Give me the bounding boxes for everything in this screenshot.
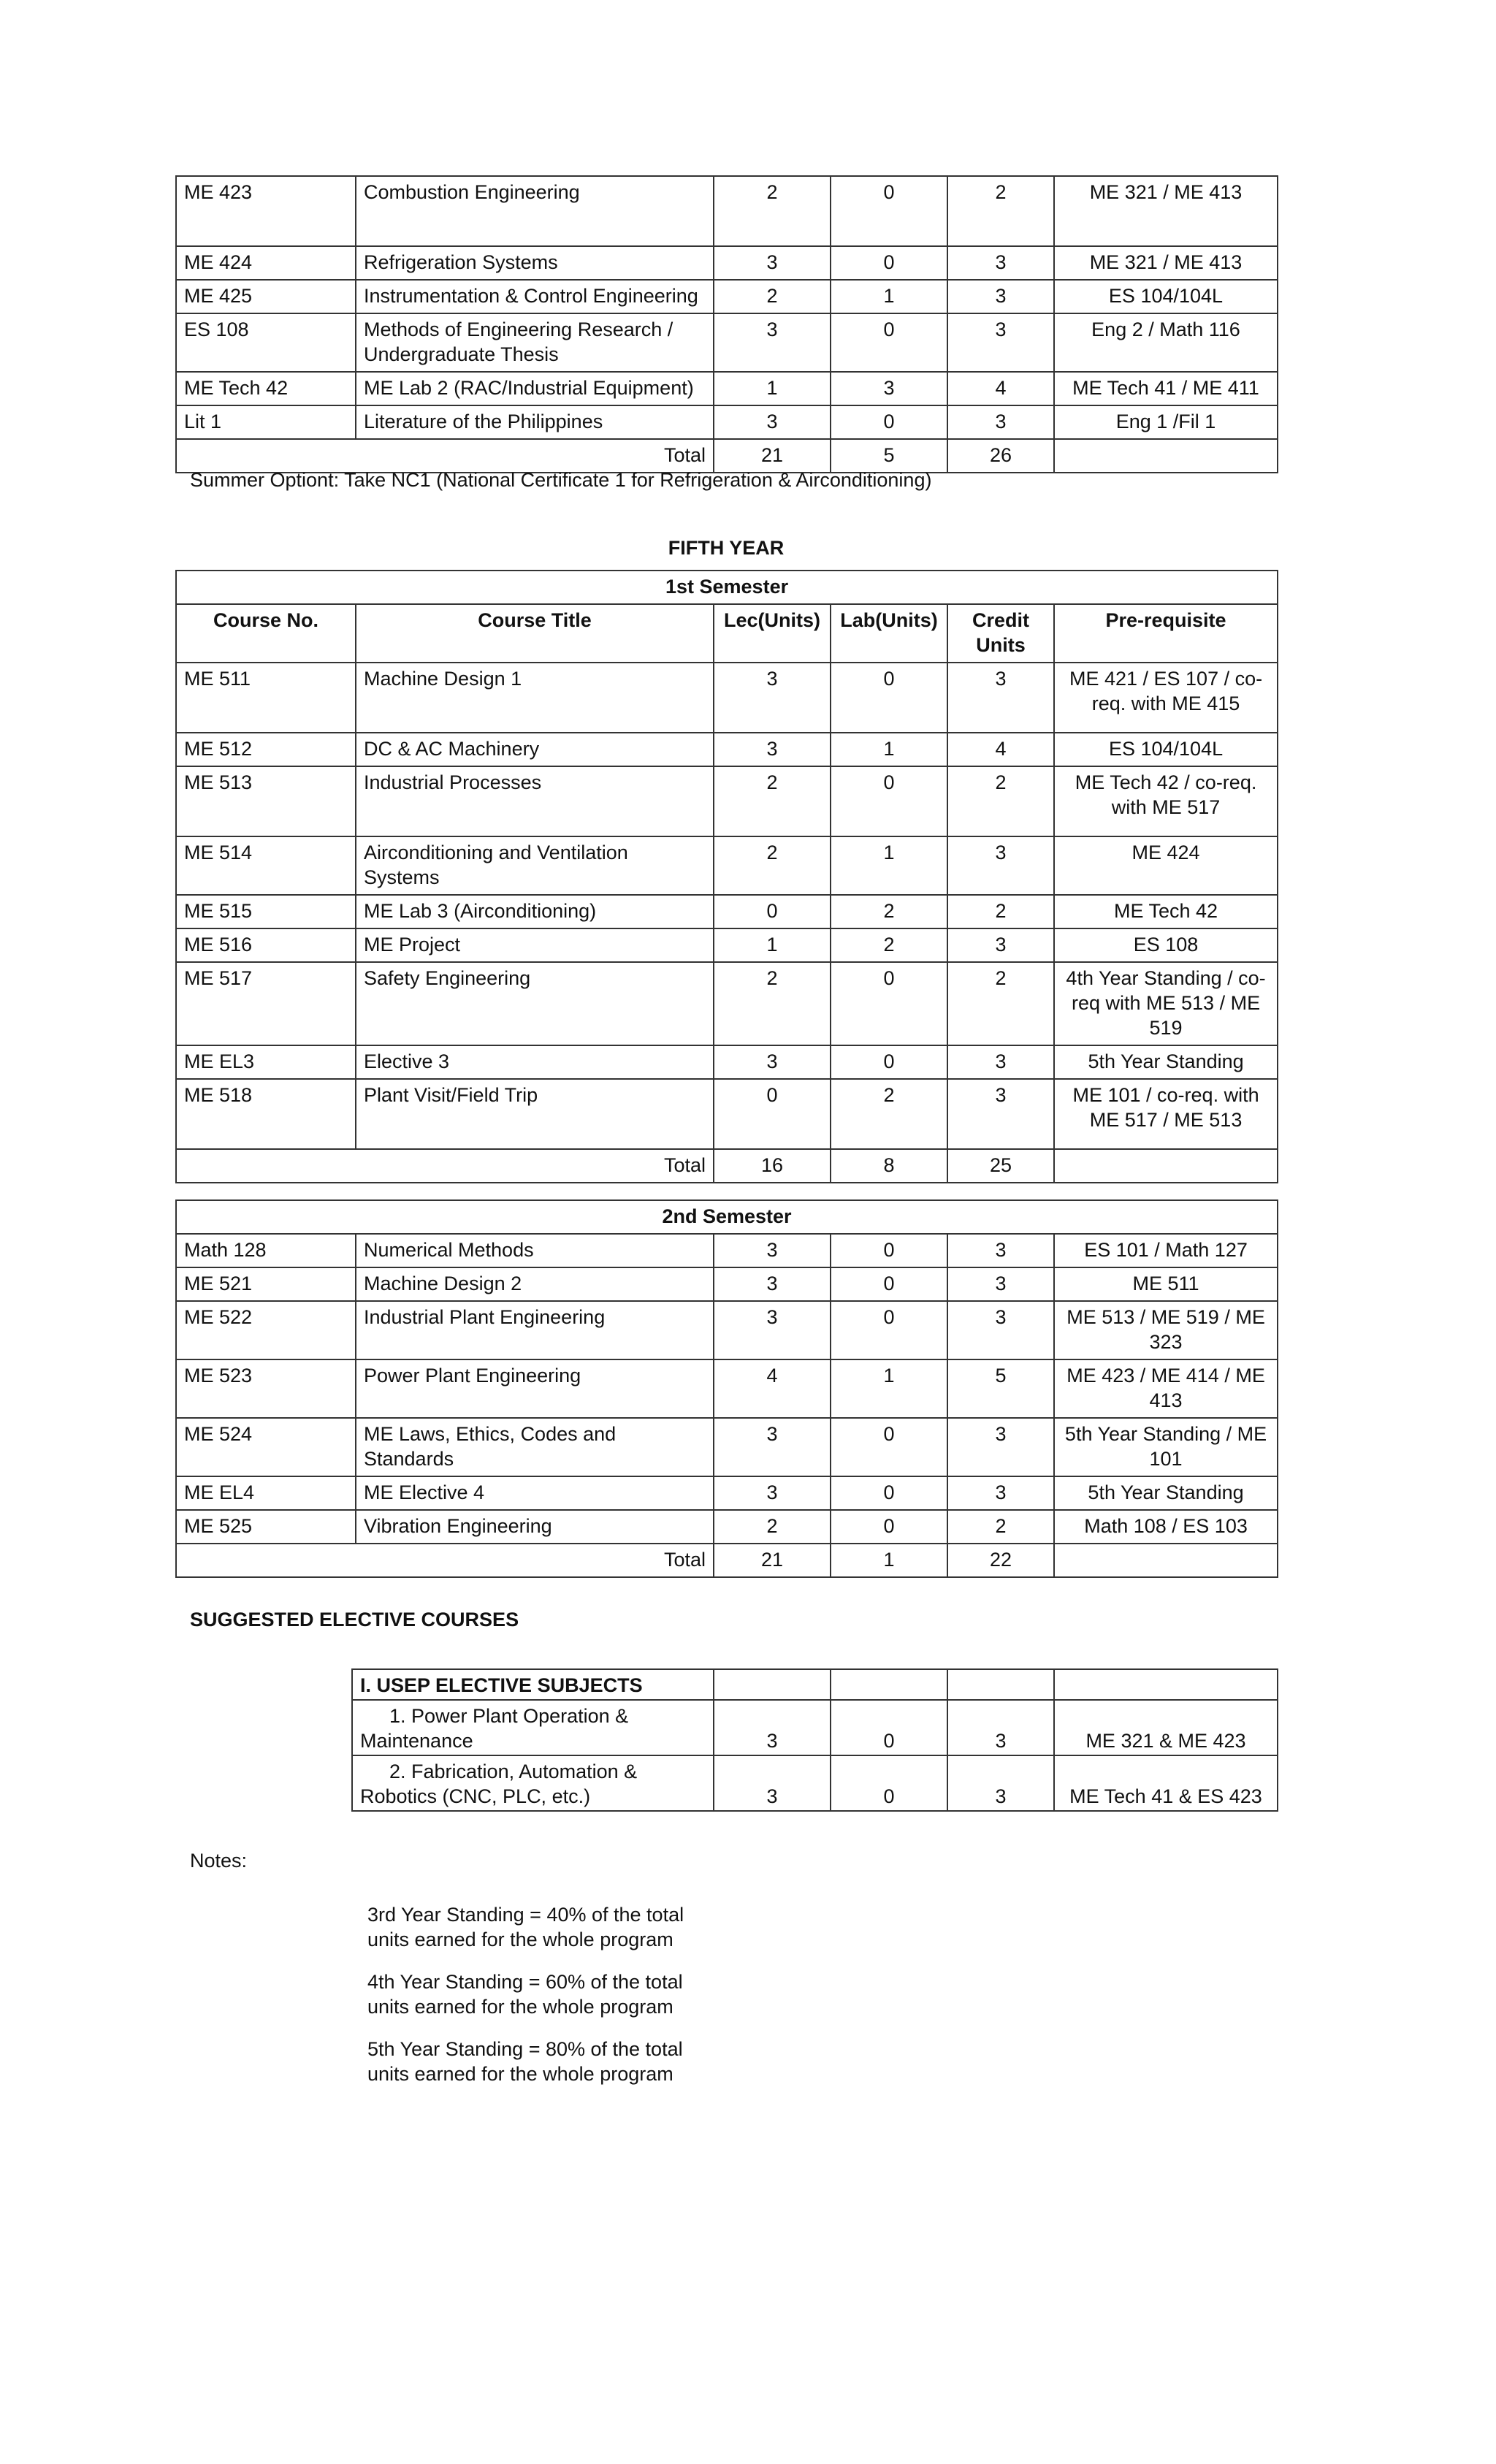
lec-units: 3 xyxy=(714,1267,831,1301)
table-row xyxy=(176,962,1278,1045)
credit-units: 3 xyxy=(947,280,1054,313)
credit-units: 3 xyxy=(947,246,1054,280)
table-row xyxy=(176,372,1278,405)
course-no: ME 517 xyxy=(176,962,356,1045)
course-no: ME 525 xyxy=(176,1510,356,1544)
electives-group-title: I. USEP ELECTIVE SUBJECTS xyxy=(352,1669,714,1700)
table-row xyxy=(176,1476,1278,1510)
lec-units: 3 xyxy=(714,313,831,372)
table-row xyxy=(176,895,1278,928)
credit-units: 3 xyxy=(947,1045,1054,1079)
col-header-prerequisite: Pre-requisite xyxy=(1054,604,1278,663)
electives-group-row xyxy=(352,1669,1278,1700)
first-semester-table xyxy=(175,570,1278,1183)
lab-units: 0 xyxy=(831,1234,947,1267)
table-row xyxy=(176,836,1278,895)
course-title: Power Plant Engineering xyxy=(356,1359,714,1418)
total-row xyxy=(176,1149,1278,1183)
prerequisite: ME 511 xyxy=(1054,1267,1278,1301)
lec-units: 2 xyxy=(714,176,831,246)
lab-units: 0 xyxy=(831,1267,947,1301)
credit-units: 3 xyxy=(947,928,1054,962)
prerequisite: ME Tech 42 / co-req. with ME 517 xyxy=(1054,766,1278,836)
course-title: Elective 3 xyxy=(356,1045,714,1079)
lec-units: 3 xyxy=(714,733,831,766)
table-row xyxy=(176,1301,1278,1359)
elective-title-line: Robotics (CNC, PLC, etc.) xyxy=(360,1785,591,1807)
course-no: ME 425 xyxy=(176,280,356,313)
prerequisite: ME Tech 41 / ME 411 xyxy=(1054,372,1278,405)
total-lec: 21 xyxy=(714,1544,831,1577)
total-lec: 21 xyxy=(714,439,831,473)
prerequisite: ME Tech 42 xyxy=(1054,895,1278,928)
prerequisite: ES 104/104L xyxy=(1054,280,1278,313)
lab-units: 0 xyxy=(831,1045,947,1079)
table-row xyxy=(176,733,1278,766)
prerequisite: ME 513 / ME 519 / ME 323 xyxy=(1054,1301,1278,1359)
lab-units: 0 xyxy=(831,663,947,733)
table-row xyxy=(176,1234,1278,1267)
prerequisite: 5th Year Standing xyxy=(1054,1476,1278,1510)
header-row xyxy=(176,604,1278,663)
lec-units: 2 xyxy=(714,766,831,836)
course-title: Safety Engineering xyxy=(356,962,714,1045)
total-lec: 16 xyxy=(714,1149,831,1183)
note-item: 3rd Year Standing = 40% of the total units earned for the whole program xyxy=(367,1904,684,1950)
lec-units: 2 xyxy=(714,1510,831,1544)
course-title: Combustion Engineering xyxy=(356,176,714,246)
course-no: ME 516 xyxy=(176,928,356,962)
total-credit: 22 xyxy=(947,1544,1054,1577)
lab-units: 0 xyxy=(831,962,947,1045)
lab-units: 2 xyxy=(831,895,947,928)
lab-units: 0 xyxy=(831,1510,947,1544)
credit-units: 2 xyxy=(947,962,1054,1045)
table-row xyxy=(176,1510,1278,1544)
col-header-credit: Credit Units xyxy=(947,604,1054,663)
empty-cell xyxy=(1054,1669,1278,1700)
total-credit: 25 xyxy=(947,1149,1054,1183)
lec-units: 3 xyxy=(714,1418,831,1476)
course-no: ME 512 xyxy=(176,733,356,766)
course-title: Instrumentation & Control Engineering xyxy=(356,280,714,313)
course-no: Math 128 xyxy=(176,1234,356,1267)
table-row xyxy=(176,928,1278,962)
col-header-lab: Lab(Units) xyxy=(831,604,947,663)
empty-cell xyxy=(714,1669,831,1700)
col-header-lec: Lec(Units) xyxy=(714,604,831,663)
lec-units: 3 xyxy=(714,1234,831,1267)
fifth-year-heading: FIFTH YEAR xyxy=(668,537,785,559)
lab-units: 1 xyxy=(831,733,947,766)
course-title: Numerical Methods xyxy=(356,1234,714,1267)
credit-units: 3 xyxy=(947,1700,1054,1755)
semester-title: 1st Semester xyxy=(176,571,1278,604)
semester-title: 2nd Semester xyxy=(176,1200,1278,1234)
table-row xyxy=(176,1045,1278,1079)
course-title: Machine Design 2 xyxy=(356,1267,714,1301)
credit-units: 4 xyxy=(947,372,1054,405)
course-no: ME 423 xyxy=(176,176,356,246)
course-no: ME Tech 42 xyxy=(176,372,356,405)
course-no: ME 521 xyxy=(176,1267,356,1301)
credit-units: 4 xyxy=(947,733,1054,766)
credit-units: 3 xyxy=(947,1301,1054,1359)
course-no: ME 515 xyxy=(176,895,356,928)
prerequisite: ME 424 xyxy=(1054,836,1278,895)
prerequisite: ES 101 / Math 127 xyxy=(1054,1234,1278,1267)
total-lab: 5 xyxy=(831,439,947,473)
prerequisite: ES 108 xyxy=(1054,928,1278,962)
credit-units: 3 xyxy=(947,1755,1054,1811)
course-title: Vibration Engineering xyxy=(356,1510,714,1544)
prerequisite: ME 321 / ME 413 xyxy=(1054,176,1278,246)
course-title: Plant Visit/Field Trip xyxy=(356,1079,714,1149)
lec-units: 3 xyxy=(714,663,831,733)
prerequisite: ME Tech 41 & ES 423 xyxy=(1054,1755,1278,1811)
prerequisite: Math 108 / ES 103 xyxy=(1054,1510,1278,1544)
credit-units: 3 xyxy=(947,405,1054,439)
prerequisite: Eng 1 /Fil 1 xyxy=(1054,405,1278,439)
table-row xyxy=(176,176,1278,246)
lab-units: 0 xyxy=(831,1301,947,1359)
second-semester-table xyxy=(175,1199,1278,1578)
total-label: Total xyxy=(176,439,714,473)
elective-title xyxy=(352,1755,714,1811)
course-no: ME 514 xyxy=(176,836,356,895)
total-credit: 26 xyxy=(947,439,1054,473)
empty-cell xyxy=(1054,439,1278,473)
lab-units: 0 xyxy=(831,1476,947,1510)
table-row xyxy=(176,663,1278,733)
lab-units: 1 xyxy=(831,836,947,895)
lec-units: 3 xyxy=(714,1755,831,1811)
lec-units: 2 xyxy=(714,962,831,1045)
course-title: DC & AC Machinery xyxy=(356,733,714,766)
credit-units: 3 xyxy=(947,1234,1054,1267)
credit-units: 3 xyxy=(947,1418,1054,1476)
lab-units: 0 xyxy=(831,176,947,246)
lec-units: 1 xyxy=(714,928,831,962)
note-item: 5th Year Standing = 80% of the total units earned for the whole program xyxy=(367,2038,683,2085)
credit-units: 2 xyxy=(947,766,1054,836)
empty-cell xyxy=(1054,1544,1278,1577)
prerequisite: ME 321 / ME 413 xyxy=(1054,246,1278,280)
table-row xyxy=(176,246,1278,280)
course-no: ME EL4 xyxy=(176,1476,356,1510)
course-no: ME 518 xyxy=(176,1079,356,1149)
lab-units: 0 xyxy=(831,246,947,280)
course-no: Lit 1 xyxy=(176,405,356,439)
elective-title xyxy=(352,1700,714,1755)
credit-units: 3 xyxy=(947,1476,1054,1510)
lec-units: 0 xyxy=(714,895,831,928)
table-row xyxy=(352,1700,1278,1755)
total-label: Total xyxy=(176,1149,714,1183)
course-no: ME 524 xyxy=(176,1418,356,1476)
course-no: ME 513 xyxy=(176,766,356,836)
credit-units: 2 xyxy=(947,1510,1054,1544)
prerequisite: Eng 2 / Math 116 xyxy=(1054,313,1278,372)
prerequisite: 5th Year Standing xyxy=(1054,1045,1278,1079)
total-lab: 8 xyxy=(831,1149,947,1183)
credit-units: 3 xyxy=(947,663,1054,733)
notes-label: Notes: xyxy=(190,1850,248,1872)
electives-heading: SUGGESTED ELECTIVE COURSES xyxy=(190,1609,519,1630)
prerequisite: 5th Year Standing / ME 101 xyxy=(1054,1418,1278,1476)
elective-title-line: 2. Fabrication, Automation & xyxy=(389,1761,638,1782)
lec-units: 0 xyxy=(714,1079,831,1149)
course-title: ME Elective 4 xyxy=(356,1476,714,1510)
credit-units: 3 xyxy=(947,1079,1054,1149)
lab-units: 2 xyxy=(831,1079,947,1149)
lec-units: 3 xyxy=(714,1301,831,1359)
course-title: ME Laws, Ethics, Codes and Standards xyxy=(356,1418,714,1476)
course-title: Machine Design 1 xyxy=(356,663,714,733)
electives-table xyxy=(351,1668,1278,1812)
course-no: ES 108 xyxy=(176,313,356,372)
lec-units: 3 xyxy=(714,246,831,280)
credit-units: 2 xyxy=(947,176,1054,246)
lab-units: 1 xyxy=(831,280,947,313)
prerequisite: ME 423 / ME 414 / ME 413 xyxy=(1054,1359,1278,1418)
prerequisite: ES 104/104L xyxy=(1054,733,1278,766)
lec-units: 4 xyxy=(714,1359,831,1418)
course-title: ME Project xyxy=(356,928,714,962)
course-no: ME 511 xyxy=(176,663,356,733)
course-title: Refrigeration Systems xyxy=(356,246,714,280)
course-title: Industrial Plant Engineering xyxy=(356,1301,714,1359)
course-title: ME Lab 3 (Airconditioning) xyxy=(356,895,714,928)
empty-cell xyxy=(1054,1149,1278,1183)
lec-units: 3 xyxy=(714,1476,831,1510)
lab-units: 1 xyxy=(831,1359,947,1418)
lec-units: 2 xyxy=(714,836,831,895)
lab-units: 0 xyxy=(831,1700,947,1755)
course-no: ME 424 xyxy=(176,246,356,280)
course-title: ME Lab 2 (RAC/Industrial Equipment) xyxy=(356,372,714,405)
prerequisite: 4th Year Standing / co-req with ME 513 / ME 519 xyxy=(1054,962,1278,1045)
table-row xyxy=(352,1755,1278,1811)
course-title: Methods of Engineering Research / Undergraduate Thesis xyxy=(356,313,714,372)
lec-units: 1 xyxy=(714,372,831,405)
col-header-course-no: Course No. xyxy=(176,604,356,663)
credit-units: 5 xyxy=(947,1359,1054,1418)
table-row xyxy=(176,313,1278,372)
credit-units: 3 xyxy=(947,836,1054,895)
prerequisite: ME 321 & ME 423 xyxy=(1054,1700,1278,1755)
course-title: Industrial Processes xyxy=(356,766,714,836)
table-row xyxy=(176,766,1278,836)
elective-title-line: Maintenance xyxy=(360,1730,473,1752)
lab-units: 0 xyxy=(831,1418,947,1476)
table-row xyxy=(176,1359,1278,1418)
table-row xyxy=(176,405,1278,439)
empty-cell xyxy=(831,1669,947,1700)
credit-units: 2 xyxy=(947,895,1054,928)
course-no: ME 523 xyxy=(176,1359,356,1418)
credit-units: 3 xyxy=(947,313,1054,372)
total-row xyxy=(176,1544,1278,1577)
lec-units: 3 xyxy=(714,1045,831,1079)
empty-cell xyxy=(947,1669,1054,1700)
lec-units: 3 xyxy=(714,1700,831,1755)
elective-title-line: 1. Power Plant Operation & xyxy=(389,1705,629,1727)
col-header-course-title: Course Title xyxy=(356,604,714,663)
lab-units: 0 xyxy=(831,405,947,439)
lab-units: 3 xyxy=(831,372,947,405)
prerequisite: ME 421 / ES 107 / co-req. with ME 415 xyxy=(1054,663,1278,733)
course-no: ME EL3 xyxy=(176,1045,356,1079)
total-lab: 1 xyxy=(831,1544,947,1577)
lab-units: 2 xyxy=(831,928,947,962)
prerequisite: ME 101 / co-req. with ME 517 / ME 513 xyxy=(1054,1079,1278,1149)
semester-title-row xyxy=(176,571,1278,604)
summer-option-note: Summer Optiont: Take NC1 (National Certificate 1 for Refrigeration & Airconditioning) xyxy=(190,469,932,491)
course-title: Literature of the Philippines xyxy=(356,405,714,439)
lec-units: 3 xyxy=(714,405,831,439)
course-no: ME 522 xyxy=(176,1301,356,1359)
total-label: Total xyxy=(176,1544,714,1577)
lab-units: 0 xyxy=(831,766,947,836)
lab-units: 0 xyxy=(831,1755,947,1811)
table-row xyxy=(176,1267,1278,1301)
course-title: Airconditioning and Ventilation Systems xyxy=(356,836,714,895)
table-row xyxy=(176,1079,1278,1149)
table-row xyxy=(176,1418,1278,1476)
table-row xyxy=(176,280,1278,313)
note-item: 4th Year Standing = 60% of the total units earned for the whole program xyxy=(367,1971,683,2018)
fourth-year-table xyxy=(175,175,1278,473)
lab-units: 0 xyxy=(831,313,947,372)
lec-units: 2 xyxy=(714,280,831,313)
credit-units: 3 xyxy=(947,1267,1054,1301)
semester-title-row xyxy=(176,1200,1278,1234)
